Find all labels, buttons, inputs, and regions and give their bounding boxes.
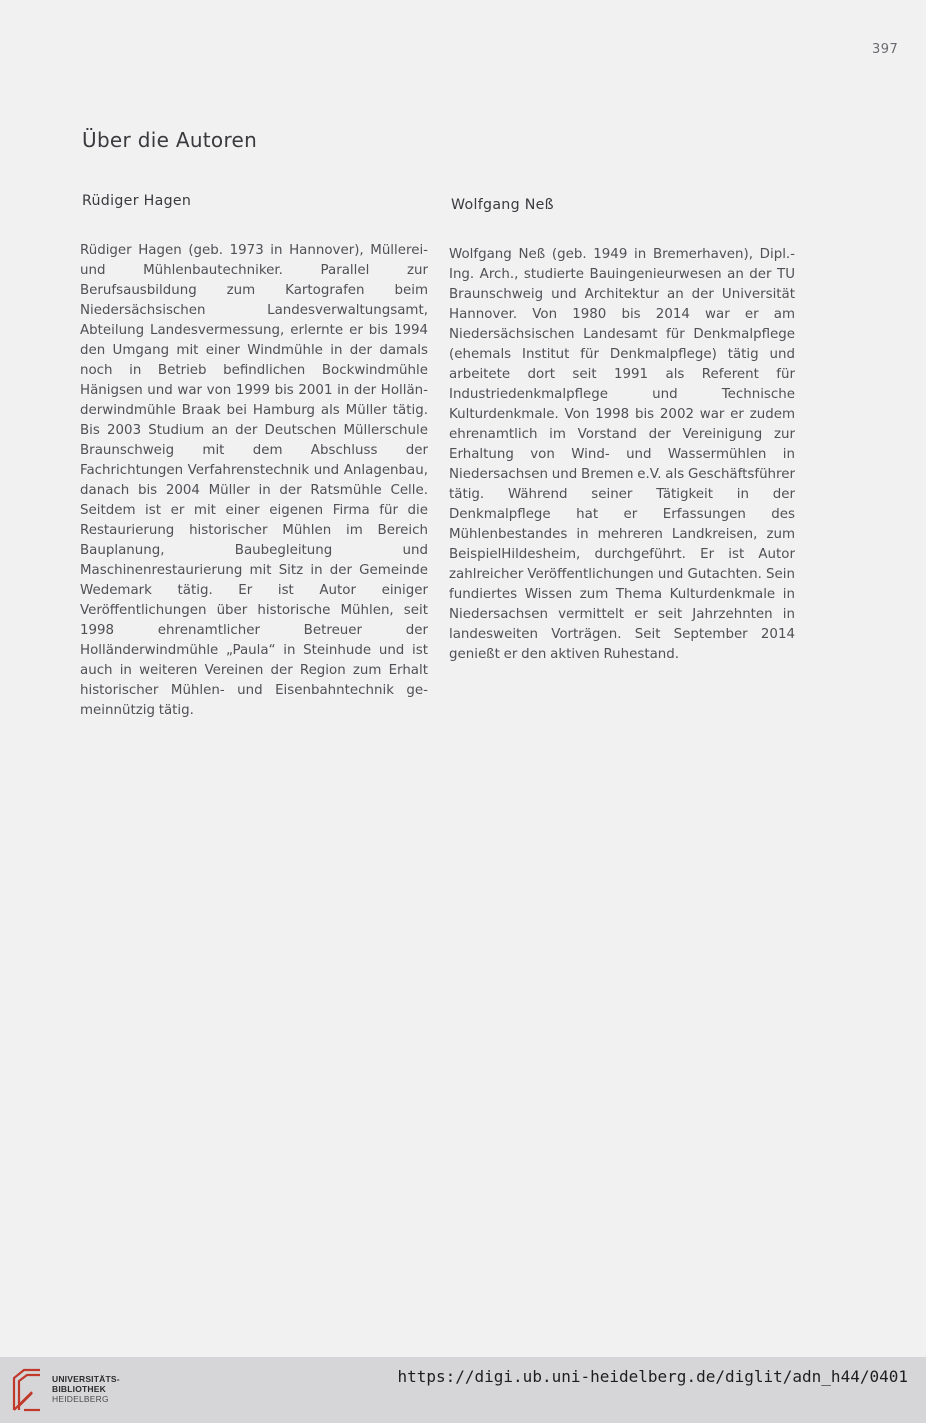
author-column-left <box>80 193 428 721</box>
library-logo-text <box>52 1374 120 1404</box>
author-bio: Rüdiger Hagen (geb. 1973 in Hannover), Müllerei- und Mühlenbautechniker. Parallel zur Berufsausbildung zum Kartografen beim Niedersächsischen Landesverwaltungsamt, Abteilung Landesvermessung, erlernte er bis 1994 den Umgang mit einer Windmühle in der damals noch in Betrieb befindlichen Bockwindmühle Hänigsen und war von 1999 bis 2001 in der Holländerwindmühle Braak bei Hamburg als Müller tätig. Bis 2003 Studium an der Deutschen Müllerschule Braunschweig mit dem Abschluss der Fachrichtungen Verfahrenstechnik und Anlagenbau, danach bis 2004 Müller in der Ratsmühle Celle. Seitdem ist er mit einer eigenen Firma für die Restaurierung historischer Mühlen im Bereich Bauplanung, Baubegleitung und Maschinenrestaurierung mit Sitz in der Gemeinde Wedemark tätig. Er ist Autor einiger Veröffentlichungen über historische Mühlen, seit 1998 ehrenamtlicher Betreuer der Holländerwindmühle „Paula“ in Steinhude und ist auch in weiteren Vereinen der Region zum Erhalt historischer Mühlen- und Eisenbahntechnik gemeinnützig tätig. <box>80 243 428 718</box>
section-title: Über die Autoren <box>82 128 258 152</box>
library-footer <box>0 1357 926 1423</box>
page-number: 397 <box>872 42 899 57</box>
digital-library-url-link[interactable]: https://digi.ub.uni-heidelberg.de/diglit/adn_h44/0401 <box>397 1367 908 1386</box>
logo-line: HEIDELBERG <box>52 1394 109 1404</box>
logo-line: BIBLIOTHEK <box>52 1384 106 1394</box>
logo-line: UNIVERSITÄTS- <box>52 1374 120 1384</box>
author-bio: Wolfgang Neß (geb. 1949 in Bremerhaven), Dipl.-Ing. Arch., studierte Bauingenieurwesen an der TU Braunschweig und Architektur an der Universität Hannover. Von 1980 bis 2014 war er am Niedersächsischen Landesamt für Denkmalpflege (ehemals Institut für Denkmalpflege) tätig und arbeitete dort seit 1991 als Referent für Industriedenkmalpflege und Technische Kulturdenkmale. Von 1998 bis 2002 war er zudem ehrenamtlich im Vorstand der Vereinigung zur Erhaltung von Wind- und Wassermühlen in Niedersachsen und Bremen e.V. als Geschäftsführer tätig. Während seiner Tätigkeit in der Denkmalpflege hat er Erfassungen des Mühlenbestandes in mehreren Landkreisen, zum BeispielHildesheim, durchgeführt. Er ist Autor zahlreicher Veröffentlichungen und Gutachten. Sein fundiertes Wissen zum Thema Kulturdenkmale in Niedersachsen vermittelt er seit Jahrzehnten in landesweiten Vorträgen. Seit September 2014 genießt er den aktiven Ruhestand. <box>449 247 795 662</box>
author-name: Wolfgang Neß <box>451 197 554 213</box>
author-column-right <box>449 197 795 665</box>
library-logo-icon <box>10 1366 46 1418</box>
author-name: Rüdiger Hagen <box>82 193 192 209</box>
